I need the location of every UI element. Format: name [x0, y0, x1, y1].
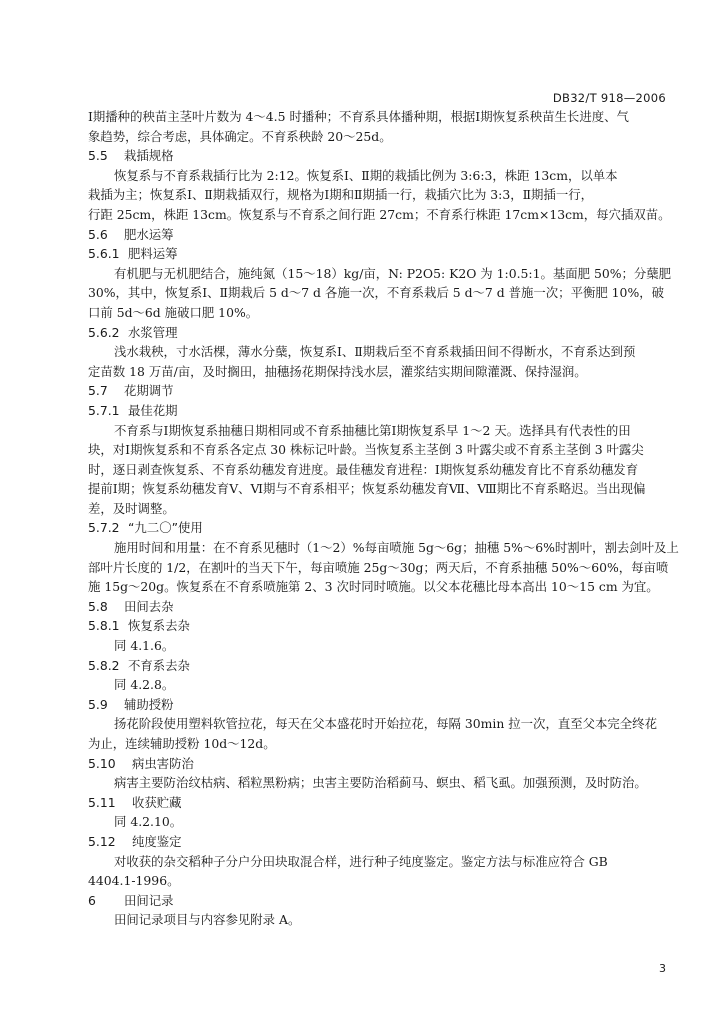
section-number: 5.7.2	[88, 520, 120, 536]
body-text-line: 栽插为主；恢复系Ⅰ、Ⅱ期栽插双行，规格为Ⅰ期和Ⅱ期插一行，栽插穴比为 3:3，Ⅱ期插一行，	[88, 187, 593, 203]
section-heading	[88, 695, 668, 715]
body-text-line: 口前 5d～6d 施破口肥 10%。	[88, 304, 259, 320]
section-title: 肥水运筹	[124, 226, 174, 242]
page-number: 3	[659, 962, 666, 975]
section-title: 田间记录	[124, 892, 174, 908]
body-text-line: 差，及时调整。	[88, 500, 175, 516]
body-text-line: Ⅰ期播种的秧苗主茎叶片数为 4～4.5 时播种；不育系具体播种期，根据Ⅰ期恢复系秧苗生长进度、气	[88, 109, 629, 124]
section-number: 5.9	[88, 696, 108, 712]
body-text-line: 块，对Ⅰ期恢复系和不育系各定点 30 株标记叶龄。当恢复系主茎倒 3 叶露尖或不育系主茎倒 3 叶露尖	[88, 442, 644, 458]
section-heading	[88, 518, 668, 538]
section-heading	[88, 597, 668, 617]
section-number: 5.6	[88, 226, 108, 242]
body-text-line: 病害主要防治纹枯病、稻粒黑粉病；虫害主要防治稻蓟马、螟虫、稻飞虱。加强预测，及时防治。	[114, 775, 647, 791]
section-title: 栽插规格	[124, 148, 174, 164]
section-heading	[88, 401, 668, 421]
section-heading	[88, 323, 668, 343]
standard-code: DB32/T 918—2006	[552, 91, 666, 105]
section-title: 不育系去杂	[128, 657, 190, 673]
section-heading	[88, 381, 668, 401]
body-text-line: 施用时间和用量：在不育系见穗时（1～2）%每亩喷施 5g～6g；抽穗 5%～6%时割叶，割去剑叶及上	[114, 540, 679, 556]
section-number: 5.5	[88, 148, 108, 164]
body-text-line: 有机肥与无机肥结合，施纯氮（15～18）kg/亩，N: P2O5: K2O 为 1:0.5:1。基面肥 50%；分蘖肥	[114, 265, 672, 281]
section-number: 6	[88, 892, 96, 908]
section-title: 纯度鉴定	[132, 833, 182, 849]
body-text-line: 浅水栽秧，寸水活棵，薄水分蘖，恢复系Ⅰ、Ⅱ期栽后至不育系栽插田间不得断水，不育系达到预	[114, 344, 636, 360]
body-text-line: 定苗数 18 万苗/亩，及时搁田，抽穗扬花期保持浅水层，灌浆结实期间隙灌溉、保持湿润。	[88, 363, 587, 379]
body-text-line: 田间记录项目与内容参见附录 A。	[114, 912, 301, 928]
section-title: 田间去杂	[124, 598, 174, 614]
body-text-line: 不育系与Ⅰ期恢复系抽穗日期相同或不育系抽穗比第Ⅰ期恢复系早 1～2 天。选择具有代表性的田	[114, 422, 631, 438]
section-heading	[88, 616, 668, 636]
section-title: “九二〇”使用	[128, 520, 203, 536]
section-title: 肥料运筹	[128, 246, 178, 262]
body-text-line: 30%，其中，恢复系Ⅰ、Ⅱ期栽后 5 d～7 d 各施一次，不育系栽后 5 d～7 d 普施一次；平衡肥 10%，破	[88, 285, 664, 301]
section-title: 最佳花期	[128, 402, 178, 418]
section-number: 5.7.1	[88, 402, 120, 418]
section-heading	[88, 832, 668, 852]
body-text-line: 4404.1-1996。	[88, 873, 180, 889]
section-heading	[88, 793, 668, 813]
body-text-line: 为止，连续辅助授粉 10d～12d。	[88, 736, 276, 751]
body-text-line: 同 4.2.10。	[114, 814, 183, 830]
section-number: 5.8.2	[88, 657, 120, 673]
section-heading	[88, 891, 668, 911]
section-title: 病虫害防治	[132, 755, 194, 771]
section-heading	[88, 225, 668, 245]
body-text-line: 对收获的杂交稻种子分户分田块取混合样，进行种子纯度鉴定。鉴定方法与标准应符合 GB	[114, 853, 608, 869]
body-text-line: 时，逐日剥查恢复系、不育系幼穗发育进度。最佳穗发育进程：Ⅰ期恢复系幼穗发育比不育系幼穗发育	[88, 461, 639, 477]
section-heading	[88, 146, 668, 166]
body-text-line: 同 4.1.6。	[114, 638, 175, 654]
section-number: 5.6.2	[88, 324, 120, 340]
body-text-line: 同 4.2.8。	[114, 677, 175, 693]
section-number: 5.8	[88, 598, 108, 614]
section-number: 5.12	[88, 833, 116, 849]
section-title: 水浆管理	[128, 324, 178, 340]
body-text-line: 恢复系与不育系栽插行比为 2:12。恢复系Ⅰ、Ⅱ期的栽插比例为 3:6:3，株距 13cm，以单本	[114, 167, 618, 183]
section-heading	[88, 244, 668, 264]
body-text-line: 部叶片长度的 1/2，在割叶的当天下午，每亩喷施 25g～30g；两天后，不育系抽穗 50%～60%，每亩喷	[88, 559, 669, 575]
body-text-line: 象趋势，综合考虑，具体确定。不育系秧龄 20～25d。	[88, 128, 392, 144]
section-heading	[88, 656, 668, 676]
section-number: 5.6.1	[88, 246, 120, 262]
section-title: 收获贮藏	[132, 794, 182, 810]
section-number: 5.10	[88, 755, 116, 771]
section-number: 5.8.1	[88, 618, 120, 634]
body-text-line: 行距 25cm，株距 13cm。恢复系与不育系之间行距 27cm；不育系行株距 17cm×13cm，每穴插双苗。	[88, 206, 671, 222]
section-title: 恢复系去杂	[128, 618, 190, 634]
section-title: 花期调节	[124, 383, 174, 399]
section-heading	[88, 754, 668, 774]
section-title: 辅助授粉	[124, 696, 174, 712]
section-number: 5.11	[88, 794, 116, 810]
body-text-line: 施 15g～20g。恢复系在不育系喷施第 2、3 次时同时喷施。以父本花穗比母本高出 10～15 cm 为宜。	[88, 579, 659, 595]
body-text-line: 提前Ⅰ期；恢复系幼穗发育Ⅴ、Ⅵ期与不育系相平；恢复系幼穗发育Ⅶ、Ⅷ期比不育系略迟。当出现偏	[88, 481, 646, 497]
document-body	[88, 107, 679, 930]
body-text-line: 扬花阶段使用塑料软管拉花，每天在父本盛花时开始拉花，每隔 30min 拉一次，直至父本完全终花	[114, 716, 657, 732]
section-number: 5.7	[88, 383, 108, 399]
